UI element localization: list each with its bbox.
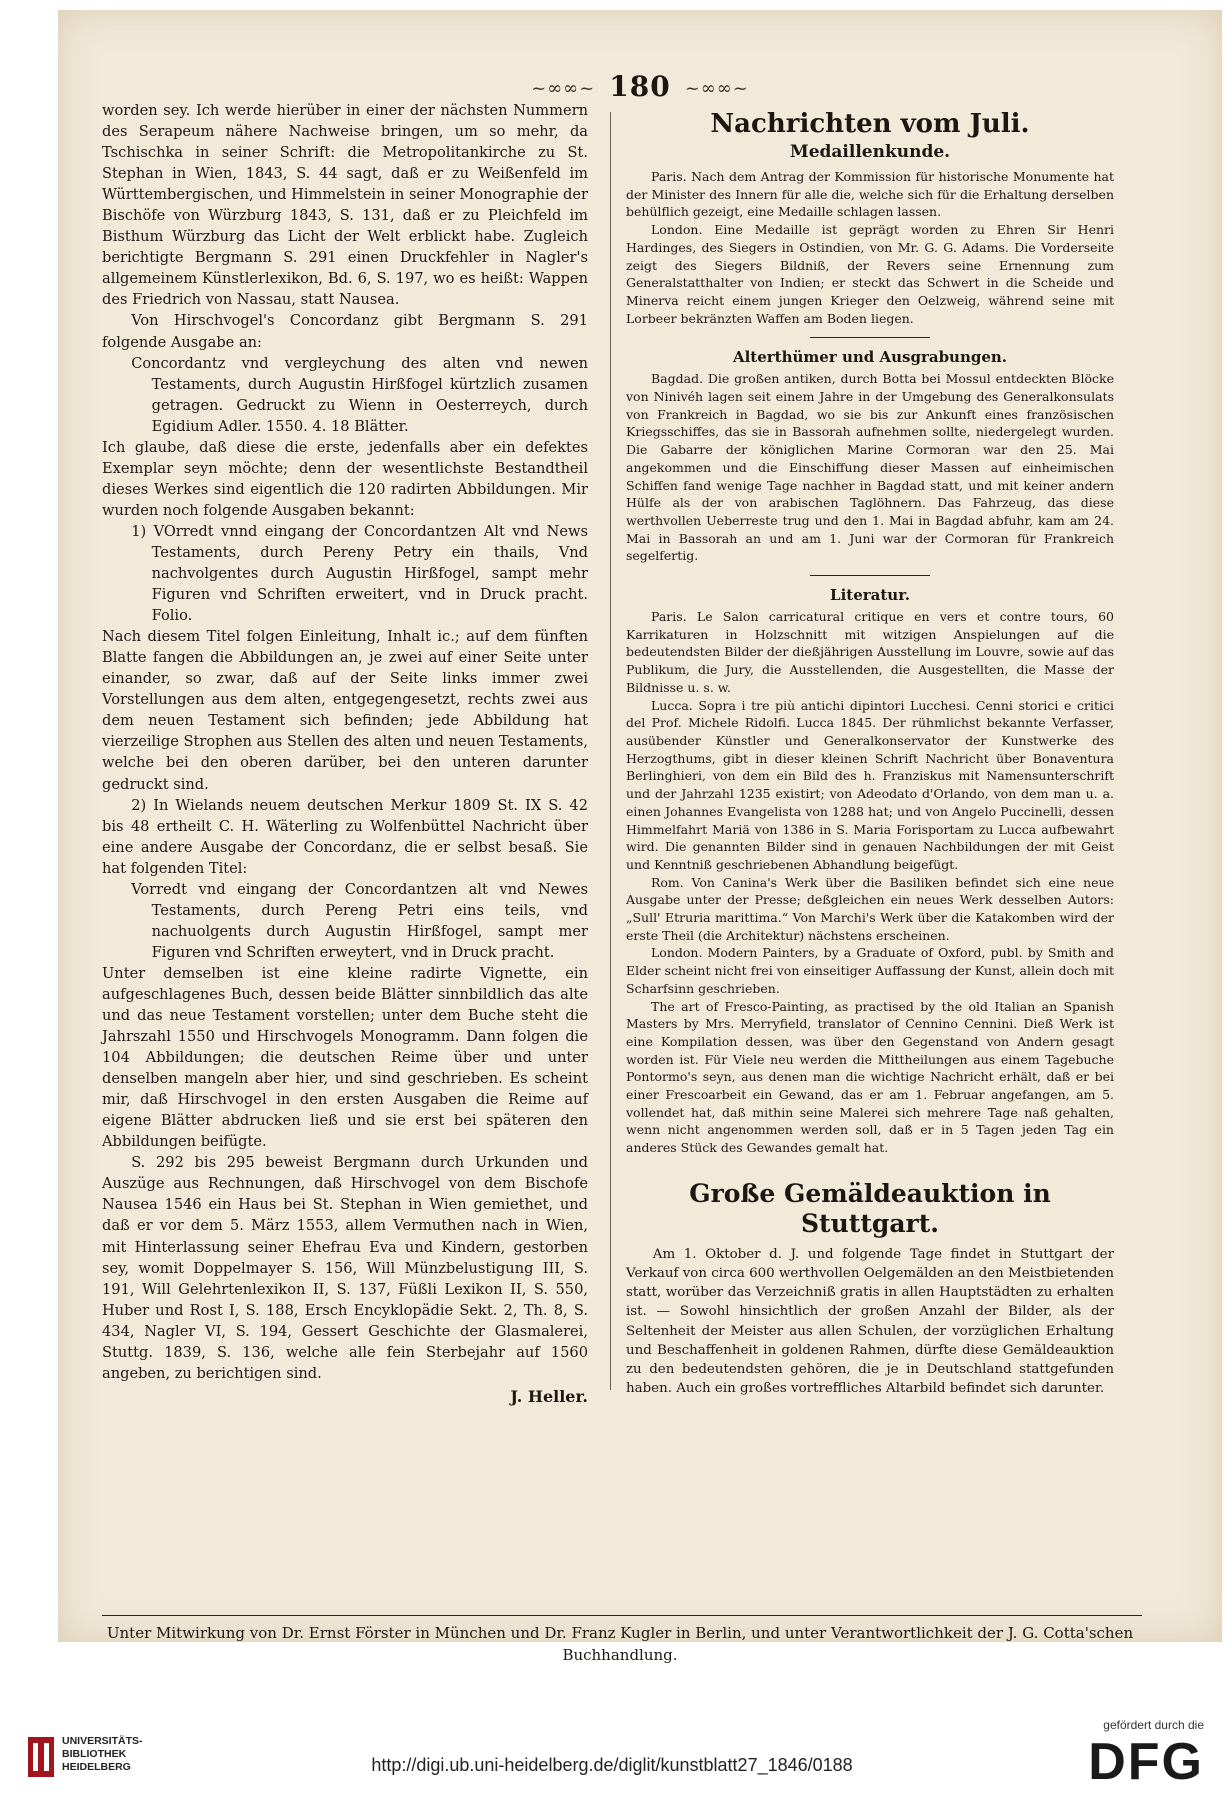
ornament-right: ~∞∞~ [684,78,749,99]
left-paragraph: Nach diesem Titel folgen Einleitung, Inhalt ic.; auf dem fünften Blatte fangen die Abbildungen an, je zwei auf einer Seite unter einander, so zwar, daß auf der Seite links immer zwei Vorstellungen aus dem alten, entgegengesetzt, rechts zwei aus dem neuen Testament sich befinden; jede Abbildung hat vierzeilige Strophen aus Stellen des alten und neuen Testaments, welche bei den oberen darüber, bei den unteren darunter gedruckt sind. [102,628,588,793]
left-paragraph: S. 292 bis 295 beweist Bergmann durch Urkunden und Auszüge aus Rechnungen, daß Hirschvogel von dem Bischofe Nausea 1546 ein Haus bei St. Stephan in Wien gemiethet, und daß er vor dem 5. März 1553, allem Vermuthen nach in Wien, mit Hinterlassung seiner Ehefrau Eva und Kindern, gestorben sey, womit Doppelmayer S. 156, Will Münzbelustigung III, S. 191, Will Gelehrtenlexikon II, S. 137, Füßli Lexikon II, S. 550, Huber und Rost I, S. 188, Ersch Encyklopädie Sekt. 2, Th. 8, S. 434, Nagler VI, S. 194, Gessert Geschichte der Glasmalerei, Stuttg. 1839, S. 136, welche alle fein Sterbejahr auf 1560 angeben, zu berichtigen sind. [102,1154,588,1382]
author-signature: J. Heller. [510,1386,588,1406]
funding-caption: gefördert durch die [1103,1718,1204,1732]
left-column [102,100,588,1407]
auction-notice: Am 1. Oktober d. J. und folgende Tage findet in Stuttgart der Verkauf von circa 600 werthvollen Oelgemälden an den Meistbietenden statt, worüber das Verzeichniß gratis in allen Hauptstädten zu erhalten ist. — Sowohl hinsichtlich der großen Anzahl der Bilder, als der Seltenheit der Meister aus allen Schulen, der vorzüglichen Erhaltung und Beschaffenheit in goldenen Rahmen, dürfte diese Gemäldeauktion zu den bedeutendsten gehören, die je in Deutschland stattgefunden haben. Auch ein großes vortreffliches Altarbild befindet sich darunter. [626,1246,1114,1397]
left-quoted-title: 1) VOrredt vnnd eingang der Concordantzen Alt vnd News Testaments, durch Pereny Petry ein thails, Vnd nachvolgentes durch Augustin Hirßfogel, sampt mehr Figuren vnd Schriften erweitert, vnd in Druck pracht. Folio. [131,522,588,625]
section-rule [810,575,930,576]
news-title: Nachrichten vom Juli. [710,109,1030,139]
news-item: London. Eine Medaille ist geprägt worden zu Ehren Sir Henri Hardinges, des Siegers in Ostindien, von Mr. G. G. Adams. Die Vorderseite zeigt des Siegers Bildniß, der Revers seine Ernennung zum Generalstatthalter von Indien; er steckt das Schwert in die Scheide und Minerva reicht einem jungen Krieger den Oelzweig, während seine mit Lorbeer bekränzten Waffen am Boden liegen. [626,222,1114,326]
column-divider [610,112,611,1390]
news-item: Paris. Le Salon carricatural critique en vers et contre tours, 60 Karrikaturen in Holzschnitt mit witzigen Anspielungen auf die bedeutendsten Bilder der dießjährigen Ausstellung im Louvre, sowie auf das Publikum, die Jury, die Ausstellenden, die Ausgestellten, die Masse der Bildnisse u. s. w. [626,609,1114,695]
news-item: The art of Fresco-Painting, as practised by the old Italian an Spanish Masters by Mrs. Merryfield, translator of Cennino Cennini. Dieß Werk ist eine Kompilation dessen, was über den Gegenstand von Andern gesagt worden ist. Für Viele neu werden die Mittheilungen aus einem Tagebuche Pontormo's seyn, aus denen man die wichtige Nachricht erhält, daß er bei einer Frescoarbeit ein Gewand, das er am 1. Februar angefangen, am 5. vollendet hat, daß mithin seine Malerei sich mehrere Tage naß gehalten, wenn nicht angenommen werden soll, daß er in 5 Tagen jeden Tag ein anderes Stück des Gewandes gemalt hat. [626,998,1114,1156]
news-item: Rom. Von Canina's Werk über die Basiliken befindet sich eine neue Ausgabe unter der Presse; deßgleichen ein neues Werk desselben Autors: „Sull' Etruria marittima.“ Von Marchi's Werk über die Katakomben wird der erste Theil (die Architektur) nächstens erscheinen. [626,874,1114,943]
section-rule [810,337,930,338]
left-quoted-title: Vorredt vnd eingang der Concordantzen alt vnd Newes Testaments, durch Pereng Petri eins teils, vnd nachuolgents durch Augustin Hirßfogel, sampt mer Figuren vnd Schriften erweytert, vnd in Druck pracht. [131,880,588,961]
news-item: London. Modern Painters, by a Graduate of Oxford, publ. by Smith and Elder scheint nicht frei von einseitiger Auffassung der Kunst, allein doch mit Scharfsinn geschrieben. [626,945,1114,996]
footer-rule [102,1615,1142,1616]
section-heading-medaillen: Medaillenkunde. [789,142,951,162]
section-heading-alterthuemer: Alterthümer und Ausgrabungen. [732,348,1008,367]
dfg-wordmark: DFG [1088,1733,1204,1791]
news-item: Lucca. Sopra i tre più antichi dipintori Lucchesi. Cenni storici e critici del Prof. Michele Ridolfi. Lucca 1845. Der rühmlichst bekannte Verfasser, ausübender Künstler und Generalkonservator der Kunstwerke des Herzogthums, gibt in dieser kleinen Schrift Nachricht über Bonaventura Berlinghieri, von dem ein Bild des h. Franziskus mit Namensunterschrift und der Jahrzahl 1235 existirt; von Adeodato d'Orlando, von dem man u. a. einen Johannes Evangelista von 1288 hat; und von Angelo Puccinelli, dessen Himmelfahrt Mariä von 1386 in S. Maria Forisportam zu Lucca aufbewahrt wird. Die genannten Bilder sind in genauen Nachbildungen der mit Geist und Kenntniß geschriebenen Abhandlung beigefügt. [626,697,1114,872]
ornament-left: ~∞∞~ [531,78,596,99]
left-paragraph: Von Hirschvogel's Concordanz gibt Bergmann S. 291 folgende Ausgabe an: [102,312,588,351]
footer-credit: Unter Mitwirkung von Dr. Ernst Förster in München und Dr. Franz Kugler in Berlin, und unter Verantwortlichkeit der J. G. Cotta'schen Buchhandlung. [106,1624,1134,1664]
page-number: 180 [609,70,671,103]
left-quoted-title: Concordantz vnd vergleychung des alten vnd newen Testaments, durch Augustin Hirßfogel kürtzlich zusamen getragen. Gedruckt zu Wienn in Oesterreych, durch Egidium Adler. 1550. 4. 18 Blätter. [131,354,588,435]
section-heading-auktion: Große Gemäldeauktion in Stuttgart. [689,1178,1051,1238]
source-url-link[interactable]: http://digi.ub.uni-heidelberg.de/diglit/kunstblatt27_1846/0188 [371,1755,853,1775]
page-number-line [58,70,1222,103]
dfg-logo[interactable] [1034,1718,1204,1791]
right-column [626,110,1114,1398]
left-paragraph: worden sey. Ich werde hierüber in einer der nächsten Nummern des Serapeum nähere Nachweise bringen, um so mehr, da Tschischka in seiner Schrift: die Metropolitankirche zu St. Stephan in Wien, 1843, S. 44 sagt, daß er zu Weißenfeld im Württembergischen, und Himmelstein in seiner Monographie der Bischöfe von Würzburg 1843, S. 131, daß er zu Pleichfeld im Bisthum Würzburg das Licht der Welt erblickt habe. Zugleich berichtigte Bergmann S. 291 einen Druckfehler in Nagler's allgemeinem Künstlerlexikon, Bd. 6, S. 197, wo es heißt: Wappen des Friedrich von Nassau, statt Nausea. [102,102,588,309]
left-paragraph: Unter demselben ist eine kleine radirte Vignette, ein aufgeschlagenes Buch, dessen beide Blätter sinnbildlich das alte und das neue Testament vorstellen; unter dem Buche steht die Jahrszahl 1550 und Hirschvogels Monogramm. Dann folgen die 104 Abbildungen; die deutschen Reime über und unter denselben mangeln aber hier, und sind geschrieben. Es scheint mir, daß Hirschvogel in den ersten Ausgaben die Reime auf eigene Blätter abdrucken ließ und sie erst bei späteren den Abbildungen beifügte. [102,964,588,1151]
left-paragraph: Ich glaube, daß diese die erste, jedenfalls aber ein defektes Exemplar seyn möchte; denn der wesentlichste Bestandtheil dieses Werkes sind eigentlich die 120 radirten Abbildungen. Mir wurden noch folgende Ausgaben bekannt: [102,438,588,519]
left-paragraph: 2) In Wielands neuem deutschen Merkur 1809 St. IX S. 42 bis 48 ertheilt C. H. Wäterling zu Wolfenbüttel Nachricht über eine andere Ausgabe der Concordanz, die er selbst besaß. Sie hat folgenden Titel: [102,796,588,877]
news-item: Bagdad. Die großen antiken, durch Botta bei Mossul entdeckten Blöcke von Ninivéh lagen seit einem Jahre in der Umgebung des Generalkonsulats von Frankreich in Bagdad, wo sie bis zur Ankunft eines französischen Kriegsschiffes, das sie in Bassorah aufnehmen sollte, niedergelegt wurden. Die Gabarre der königlichen Marine Cormoran war den 25. Mai angekommen und die Einschiffung dieser Massen auf einheimischen Schiffen fand wenige Tage nachher in Bagdad statt, und mit keiner andern Hülfe als der von arabischen Taglöhnern. Das Fahrzeug, das diese werthvollen Ueberreste trug und den 1. Mai in Bagdad abfuhr, kam am 24. Mai in Bassorah an und am 1. Juni war der Cormoran für Frankreich segelfertig. [626,371,1114,564]
library-logo-text: UNIVERSITÄTS- BIBLIOTHEK HEIDELBERG [62,1735,143,1773]
news-item: Paris. Nach dem Antrag der Kommission für historische Monumente hat der Minister des Innern für alle die, welche sich für die Erhaltung derselben behülflich gezeigt, eine Medaille schlagen lassen. [626,169,1114,220]
section-heading-literatur: Literatur. [830,586,910,605]
section-gap [626,1157,1114,1179]
